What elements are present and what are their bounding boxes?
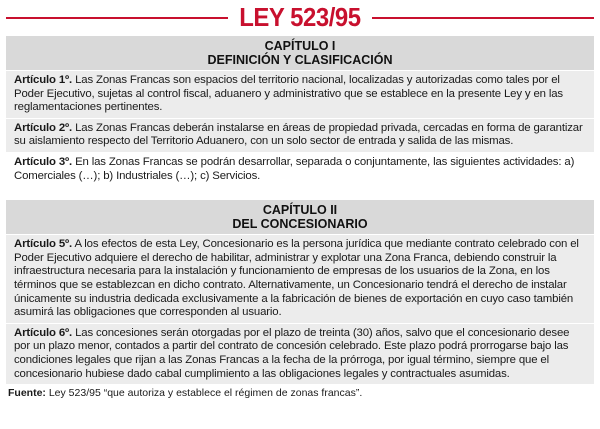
article-5-label: Artículo 5º. [14, 238, 73, 251]
article-2 [6, 119, 594, 152]
article-1-label: Artículo 1º. [14, 74, 73, 86]
chapter-1-title: DEFINICIÓN Y CLASIFICACIÓN [207, 53, 393, 67]
article-6-text: Las concesiones serán otorgadas por el plazo de treinta (30) años, salvo que el concesionario desee por un plazo menor, contados a partir del contrato de concesión celebrado. Este plazo podrá prorrogarse bajo las condiciones legales que rijan a las Zonas Francas a la fecha de la prórroga, por igual término, siempre que el concesionario hubiese dado cabal cumplimiento a las obligaciones legales y contractuales asumidas. [14, 326, 570, 380]
chapter-1-heading [6, 36, 594, 70]
article-6-label: Artículo 6º. [14, 326, 73, 339]
source-note [6, 387, 594, 400]
article-3-text: En las Zonas Francas se podrán desarrollar, separada o conjuntamente, las siguientes actividades: a) Comerciales (…); b) Industriales (…); c) Servicios. [14, 155, 575, 182]
chapter-2-heading [6, 200, 594, 234]
chapter-2-number: CAPÍTULO II [262, 203, 338, 218]
article-5-text: A los efectos de esta Ley, Concesionario es la persona jurídica que mediante contrato celebrado con el Poder Ejecutivo adquiere el derecho de habilitar, administrar y explotar una Zona Franca, debiendo construir la infraestructura necesaria para la instalación y funcionamiento de empresas de los usuarios de la Zona, en los términos que se establezcan en dicho contrato. Alternativamente, un Concesionario tendrá el derecho de instalar únicamente su industria dedicada exclusivamente a la fabricación de bienes de exportación en cuyo caso también asumirá las obligaciones que corresponden al usuario. [14, 238, 579, 319]
article-3-label: Artículo 3º. [14, 155, 73, 168]
article-5 [6, 235, 594, 323]
article-6 [6, 324, 594, 384]
article-3 [6, 153, 594, 186]
chapter-1-number: CAPÍTULO I [264, 39, 336, 53]
title-bar [0, 0, 600, 36]
article-2-label: Artículo 2º. [14, 121, 73, 134]
source-text: Ley 523/95 “que autoriza y establece el régimen de zonas francas”. [45, 387, 363, 400]
title-rule-left [6, 17, 228, 19]
chapter-gap [0, 186, 600, 200]
article-1 [6, 71, 594, 118]
article-1-text: Las Zonas Francas son espacios del territorio nacional, localizadas y autorizadas como tales por el Poder Ejecutivo, sujetas al control fiscal, aduanero y administrativo que se establece en la presente Ley y en las reglamentaciones pertinentes. [14, 74, 563, 114]
article-2-text: Las Zonas Francas deberán instalarse en áreas de propiedad privada, cercadas en forma de garantizar su aislamiento respecto del Territorio Aduanero, con un solo sector de entrada y salida de las mismas. [14, 121, 583, 148]
title-rule-right [372, 17, 594, 19]
source-label: Fuente: [8, 387, 46, 400]
document-title: LEY 523/95 [239, 2, 361, 32]
chapter-2-title: DEL CONCESIONARIO [232, 217, 368, 232]
